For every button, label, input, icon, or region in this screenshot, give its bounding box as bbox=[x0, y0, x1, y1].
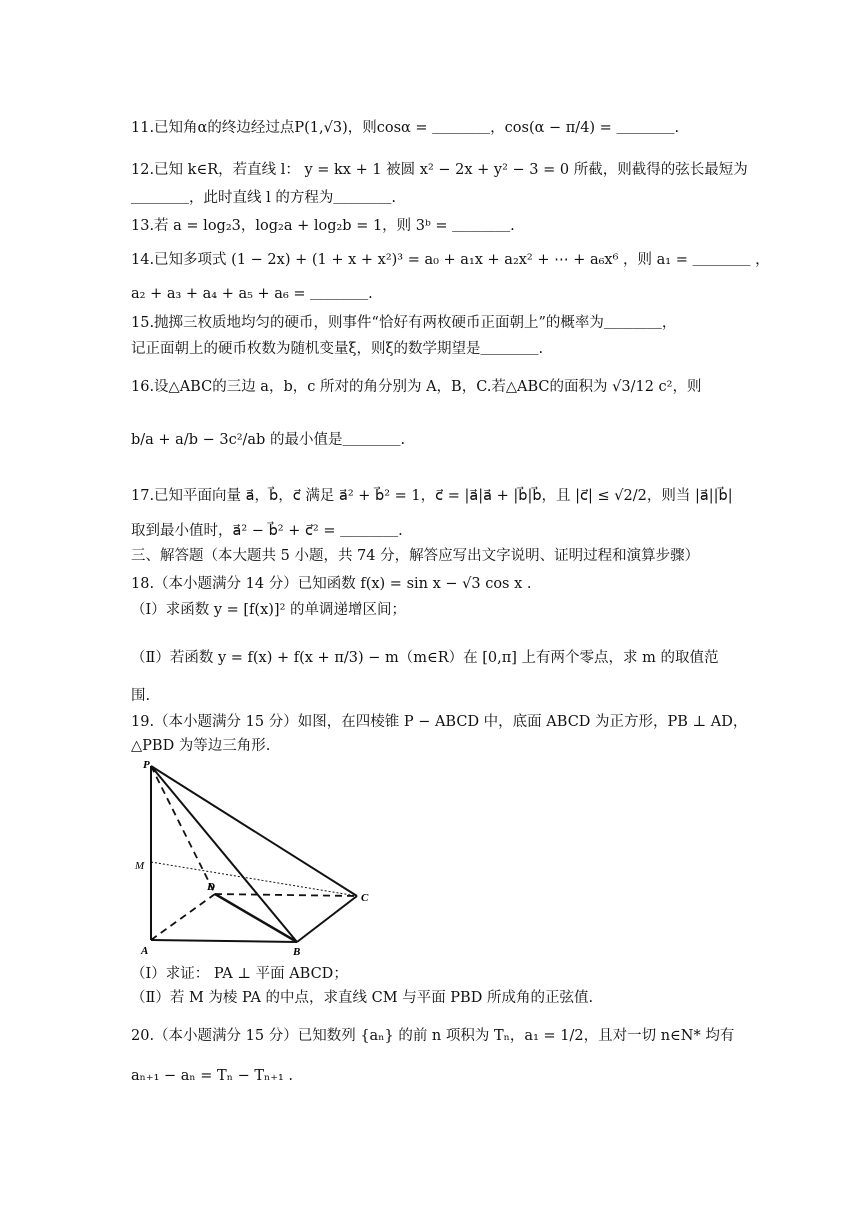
question-12-line1: 12.已知 k∈R，若直线 l： y = kx + 1 被圆 x² − 2x + y² − 3 = 0 所截，则截得的弦长最短为 bbox=[131, 162, 748, 178]
label-P: P bbox=[143, 759, 150, 771]
question-20-line1: 20.（本小题满分 15 分）已知数列 {aₙ} 的前 n 项积为 Tₙ，a₁ = 1/2，且对一切 n∈N* 均有 bbox=[131, 1028, 735, 1044]
question-15-line1: 15.抛掷三枚质地均匀的硬币，则事件“恰好有两枚硬币正面朝上”的概率为＿＿＿＿， bbox=[131, 315, 677, 331]
question-19-head2: △PBD 为等边三角形. bbox=[131, 738, 271, 754]
edge-DB bbox=[215, 894, 297, 942]
edge-PC bbox=[151, 766, 357, 896]
question-11: 11.已知角α的终边经过点P(1,√3)，则cosα = ＿＿＿＿，cos(α − π/4) = ＿＿＿＿. bbox=[131, 120, 680, 136]
label-M: M bbox=[135, 860, 145, 872]
section-3-heading: 三、解答题（本大题共 5 小题，共 74 分，解答应写出文字说明、证明过程和演算步骤） bbox=[131, 548, 700, 564]
question-15-line2: 记正面朝上的硬币枚数为随机变量ξ，则ξ的数学期望是＿＿＿＿. bbox=[131, 341, 544, 357]
pyramid-figure bbox=[131, 756, 381, 956]
edge-AD bbox=[151, 894, 215, 940]
question-18-head: 18.（本小题满分 14 分）已知函数 f(x) = sin x − √3 cos x . bbox=[131, 576, 532, 592]
question-17-line1: 17.已知平面向量 a⃗，b⃗，c⃗ 满足 a⃗² + b⃗² = 1，c⃗ = |a⃗|a⃗ + |b⃗|b⃗，且 |c⃗| ≤ √2/2，则当 |a⃗||b⃗| bbox=[131, 488, 733, 504]
question-19-part1: （Ⅰ）求证： PA ⊥ 平面 ABCD； bbox=[131, 966, 348, 982]
question-18-part1: （Ⅰ）求函数 y = [f(x)]² 的单调递增区间； bbox=[131, 602, 406, 618]
label-B: B bbox=[293, 946, 301, 956]
question-18-part2-cont: 围. bbox=[131, 688, 151, 704]
label-C: C bbox=[361, 892, 369, 904]
question-14-line1: 14.已知多项式 (1 − 2x) + (1 + x + x²)³ = a₀ + a₁x + a₂x² + ⋯ + a₆x⁶ ，则 a₁ = ＿＿＿＿ ， bbox=[131, 252, 770, 268]
edge-PB bbox=[151, 766, 297, 942]
question-16-line2: b/a + a/b − 3c²/ab 的最小值是＿＿＿＿. bbox=[131, 432, 406, 448]
edge-AB bbox=[151, 940, 297, 942]
question-12-line2: ＿＿＿＿，此时直线 l 的方程为＿＿＿＿. bbox=[131, 190, 396, 206]
question-20-line2: aₙ₊₁ − aₙ = Tₙ − Tₙ₊₁ . bbox=[131, 1068, 293, 1084]
question-18-part2: （Ⅱ）若函数 y = f(x) + f(x + π/3) − m（m∈R）在 [0,π] 上有两个零点，求 m 的取值范 bbox=[131, 650, 719, 666]
question-14-line2: a₂ + a₃ + a₄ + a₅ + a₆ = ＿＿＿＿. bbox=[131, 286, 373, 302]
question-19-head: 19.（本小题满分 15 分）如图，在四棱锥 P − ABCD 中，底面 ABCD 为正方形，PB ⊥ AD， bbox=[131, 714, 748, 730]
question-13: 13.若 a = log₂3，log₂a + log₂b = 1，则 3ᵇ = ＿＿＿＿. bbox=[131, 218, 515, 234]
edge-DC bbox=[215, 894, 357, 896]
edge-BC bbox=[297, 896, 357, 942]
question-16-line1: 16.设△ABC的三边 a，b，c 所对的角分别为 A，B，C.若△ABC的面积为 √3/12 c²，则 bbox=[131, 379, 702, 395]
question-17-line2: 取到最小值时，a⃗² − b⃗² + c⃗² = ＿＿＿＿. bbox=[131, 523, 403, 539]
question-19-part2: （Ⅱ）若 M 为棱 PA 的中点，求直线 CM 与平面 PBD 所成角的正弦值. bbox=[131, 990, 594, 1006]
label-D: D bbox=[207, 881, 215, 893]
label-A: A bbox=[141, 945, 149, 956]
